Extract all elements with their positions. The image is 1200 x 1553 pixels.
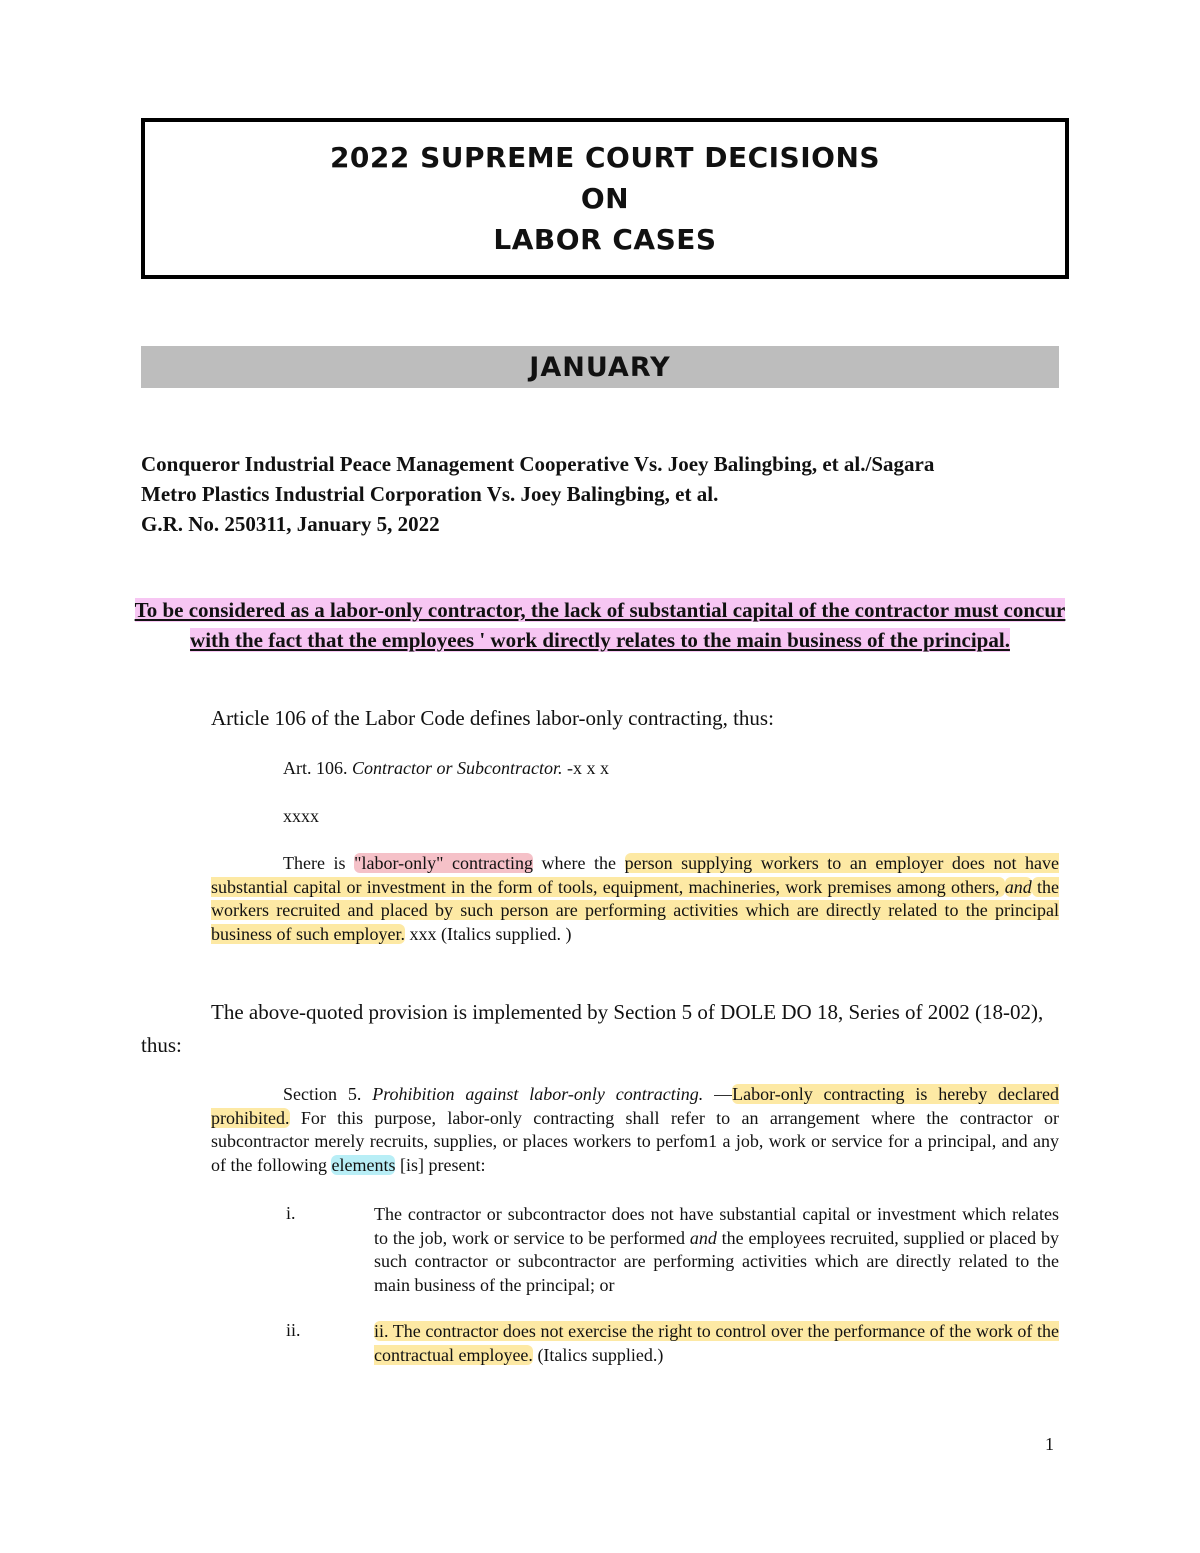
art106-quote-prefix: Art. 106.: [283, 758, 352, 778]
definition-highlight-1: person supplying workers to an employer does not have substantial capital or investment in the form of tools, equipment, machineries, work premises among others,: [211, 853, 1060, 897]
page-number: 1: [1045, 1434, 1054, 1454]
month-heading: JANUARY: [529, 351, 671, 383]
labor-only-definition: [211, 852, 1059, 946]
element-ii-highlight: ii. The contractor does not exercise the right to control over the performance of the work of the contractual employee.: [374, 1321, 1059, 1365]
doctrine-text: To be considered as a labor-only contractor, the lack of substantial capital of the contractor must concur with the fact that the employees ' work directly relates to the main business of the principal.: [134, 598, 1066, 652]
elements-word: elements: [331, 1154, 396, 1175]
title-line-2: ON: [580, 182, 630, 215]
art106-quote: [283, 758, 609, 779]
omission-marker: xxxx: [283, 806, 319, 826]
section5-dash: —: [703, 1084, 733, 1104]
case-title-line-2: Metro Plastics Industrial Corporation Vs. Joey Balingbing, et al.: [141, 482, 719, 506]
element-ii-text: [374, 1320, 1059, 1367]
element-i-and: and: [689, 1227, 717, 1248]
title-line-3: LABOR CASES: [493, 223, 717, 256]
case-title-line-1: Conqueror Industrial Peace Management Cooperative Vs. Joey Balingbing, et al./Sagara: [141, 452, 935, 476]
element-i-label: i.: [286, 1203, 296, 1223]
art106-quote-italic: Contractor or Subcontractor.: [352, 758, 563, 778]
element-i-part1: The contractor or subcontractor does not have substantial capital or investment which relates to the job, work or service to be performed: [374, 1204, 1059, 1248]
element-i-part2: the employees recruited, supplied or placed by such contractor or subcontractor are performing activities which are directly related to the main business of the principal; or: [374, 1227, 1059, 1295]
element-ii-tail: (Italics supplied.): [532, 1344, 664, 1365]
section5-rest: For this purpose, labor-only contracting shall refer to an arrangement where the contractor or subcontractor merely recruits, supplies, or places workers to perfom1 a job, work or service for a principal, and any of the following: [211, 1107, 1059, 1175]
definition-highlight-2: the workers recruited and placed by such person are performing activities which are directly related to the principal business of such employer.: [211, 876, 1059, 944]
section5-end: [is] present:: [395, 1154, 486, 1175]
title-line-1: 2022 SUPREME COURT DECISIONS: [329, 141, 881, 174]
above-quoted-paragraph: The above-quoted provision is implemented by Section 5 of DOLE DO 18, Series of 2002 (18-02), thus:: [141, 1000, 1044, 1057]
case-gr-number: G.R. No. 250311, January 5, 2022: [141, 512, 440, 536]
case-title: [141, 449, 1071, 539]
element-ii-label: ii.: [286, 1320, 301, 1340]
definition-tail: xxx (Italics supplied. ): [404, 923, 572, 944]
art106-intro: Article 106 of the Labor Code defines labor-only contracting, thus:: [211, 706, 774, 730]
section5-highlight: Labor-only contracting is hereby declared prohibited.: [211, 1084, 1059, 1128]
title-box: [141, 118, 1069, 279]
art106-quote-suffix: -x x x: [562, 758, 610, 778]
section5-prefix: Section 5.: [283, 1084, 373, 1104]
element-i-text: [374, 1203, 1059, 1297]
section5-italic-title: Prohibition against labor-only contracting.: [372, 1084, 704, 1104]
there-is-text: There is: [283, 853, 355, 873]
labor-only-term: "labor-only" contracting: [354, 853, 533, 873]
definition-and: and: [1004, 876, 1032, 897]
where-the-text: where the: [532, 853, 625, 873]
doctrine-heading: [130, 595, 1070, 655]
section5-quote: [211, 1083, 1059, 1177]
month-heading-bar: [141, 346, 1059, 388]
